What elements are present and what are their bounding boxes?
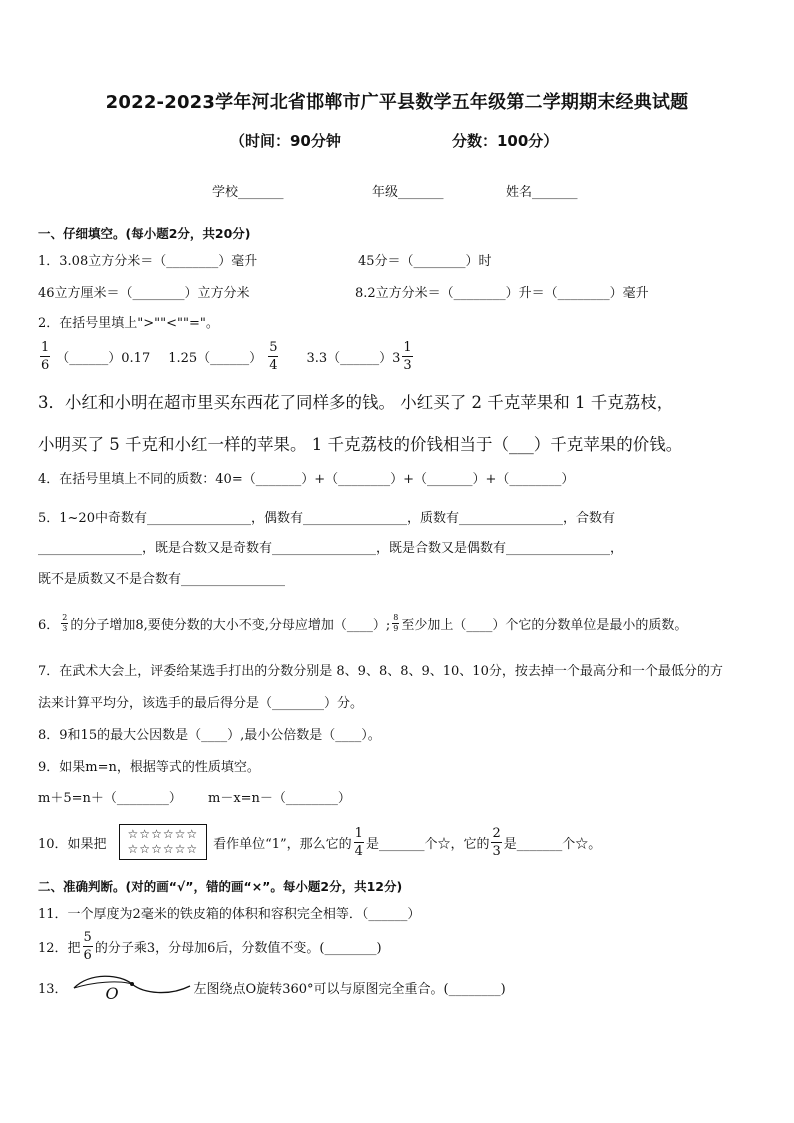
question-1a: 1．3.08立方分米＝（________）毫升 bbox=[38, 254, 258, 269]
question-9b: m－x=n－（________） bbox=[208, 791, 351, 806]
fraction-one-third: $\frac{1}{3}$ bbox=[403, 339, 412, 373]
school-field: 学校_______ bbox=[212, 185, 284, 200]
fraction-two-thirds-small: $\frac{2}{3}$ bbox=[62, 612, 68, 633]
question-3-line-2: 小明买了 5 千克和小红一样的苹果。 1 千克荔枝的价钱相当于（___）千克苹果的价钱。 bbox=[38, 435, 683, 454]
question-4: 4．在括号里填上不同的质数：40=（_______）+（________）+（_______）+（________） bbox=[38, 472, 575, 487]
compare-1: （______）0.17 bbox=[56, 350, 151, 366]
question-10: 10．如果把 ☆☆☆☆☆☆ ☆☆☆☆☆☆ 看作单位“1”，那么它的 $\frac{1}{4}$ 是_______个☆，它的 $\frac{2}{3}$ 是_______个☆。 bbox=[38, 825, 602, 859]
question-8: 8．9和15的最大公因数是（____）,最小公倍数是（____）。 bbox=[38, 728, 381, 743]
grade-field: 年级_______ bbox=[372, 185, 444, 200]
score-label: 分数：100分） bbox=[452, 132, 559, 150]
question-2-row bbox=[38, 338, 415, 374]
fraction-five-fourths: $\frac{5}{4}$ bbox=[269, 339, 278, 373]
question-9a: m＋5=n＋（________） bbox=[38, 791, 182, 806]
question-7-line-1: 7．在武术大会上，评委给某选手打出的分数分别是 8、9、8、8、9、10、10分，按去掉一个最高分和一个最低分的方 bbox=[38, 664, 723, 679]
question-5-line-1: 5．1~20中奇数有________________，偶数有________________，质数有________________，合数有 bbox=[38, 511, 615, 526]
question-1d: 8.2立方分米＝（________）升＝（________）毫升 bbox=[355, 286, 649, 301]
wave-curve-figure bbox=[70, 970, 194, 1004]
star-row-1: ☆☆☆☆☆☆ bbox=[127, 827, 199, 841]
compare-3: 3.3（______）3 bbox=[306, 350, 401, 366]
stars-box bbox=[119, 824, 208, 860]
question-2: 2．在括号里填上">""<""="。 bbox=[38, 316, 219, 331]
fraction-one-fourth: $\frac{1}{4}$ bbox=[354, 825, 363, 859]
section-2-heading: 二、准确判断。(对的画“√”，错的画“×”。每小题2分，共12分) bbox=[38, 879, 403, 894]
question-13: 13． O 左图绕点O旋转360°可以与原图完全重合。(________) bbox=[38, 970, 506, 1004]
star-row-2: ☆☆☆☆☆☆ bbox=[127, 842, 199, 856]
compare-2: 1.25（______） bbox=[168, 350, 263, 366]
fraction-two-thirds: $\frac{2}{3}$ bbox=[492, 825, 501, 859]
question-11: 11．一个厚度为2毫米的铁皮箱的体积和容积完全相等．（______） bbox=[38, 907, 421, 922]
question-7-line-2: 法来计算平均分，该选手的最后得分是（________）分。 bbox=[38, 696, 364, 711]
question-12: 12．把 $\frac{5}{6}$ 的分子乘3，分母加6后，分数值不变。(________) bbox=[38, 929, 382, 963]
point-o-label: O bbox=[105, 984, 119, 1003]
rotation-figure bbox=[70, 970, 194, 1004]
question-1b: 45分＝（________）时 bbox=[358, 254, 492, 269]
time-label: （时间：90分钟 bbox=[230, 132, 341, 150]
section-1-heading: 一、仔细填空。(每小题2分，共20分) bbox=[38, 226, 251, 241]
page-title: 2022-2023学年河北省邯郸市广平县数学五年级第二学期期末经典试题 bbox=[105, 92, 689, 113]
question-9: 9．如果m=n，根据等式的性质填空。 bbox=[38, 760, 260, 775]
fraction-eight-ninths-small: $\frac{8}{9}$ bbox=[393, 612, 399, 633]
question-1c: 46立方厘米＝（________）立方分米 bbox=[38, 286, 250, 301]
name-field: 姓名_______ bbox=[506, 185, 578, 200]
question-5-line-3: 既不是质数又不是合数有________________ bbox=[38, 572, 286, 587]
question-3-line-1: 3．小红和小明在超市里买东西花了同样多的钱。 小红买了 2 千克苹果和 1 千克荔枝， bbox=[38, 393, 674, 412]
question-6: 6． $\frac{2}{3}$ 的分子增加8,要使分数的大小不变,分母应增加（____）; $\frac{8}{9}$ 至少加上（____）个它的分数单位是最小的质数。 bbox=[38, 612, 688, 633]
question-5-line-2: ________________，既是合数又是奇数有________________，既是合数又是偶数有________________， bbox=[38, 541, 624, 556]
fraction-one-sixth: $\frac{1}{6}$ bbox=[41, 339, 50, 373]
fraction-five-sixths: $\frac{5}{6}$ bbox=[83, 929, 92, 963]
